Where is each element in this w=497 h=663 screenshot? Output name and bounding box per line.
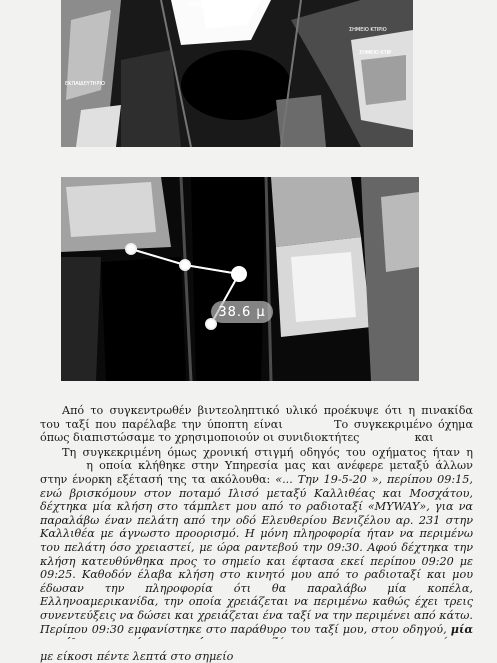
text-run: και <box>414 431 434 445</box>
paragraph-2 <box>40 446 473 663</box>
text-run: Το συγκεκριμένο όχημα όπως διαπιστώσαμε το χρησιμοποιούν οι συνιδιοκτήτες <box>40 417 474 445</box>
document-body <box>40 404 473 663</box>
distance-measurement: 38.6 μ <box>211 301 273 323</box>
quote-emphasis: μία <box>450 621 473 636</box>
photo-label: ΕΚΠΑΙΔΕΥΤΗΡΙΟ <box>65 81 105 87</box>
map-marker <box>231 266 247 282</box>
photo-label: ΣΗΜΕΙΟ ΚΤΙΡΙΟ <box>349 27 387 33</box>
aerial-photo-top <box>61 0 413 147</box>
map-marker <box>125 243 137 255</box>
quote-text: «... Την 19-5-20 », περίπου 09:15, ενώ βρισκόμουν στον ποταμό Ιλισό μεταξύ Καλλιθέας και Μοσχάτου, δέχτηκα μία κλήση στο τάμπλετ μου από το ραδιοταξί «MYWAY», για να παραλάβω έναν πελάτη από την οδό Ελευθερίου Βενιζέλου αρ. 231 στην Καλλιθέα με άγνωστο προορισμό. Η μόνη πληροφορία ήταν να περιμένω του πελάτη όσο χρειαστεί, με ώρα ραντεβού την 09:30. Αφού δέχτηκα την κλήση κατευθύνθηκα προς το σημείο και έφτασα εκεί περίπου 09:20 με 09:25. Καθοδόν έλαβα κλήση στο κινητό μου από το ραδιοταξί και μου έδωσαν την πληροφορία ότι θα παραλάβω μία κοπέλα, Ελληνοαμερικανίδα, την οποία χρειάζεται να περιμένω καθώς έχει τρεις συνεντεύξεις να δώσει και χρειάζεται ένα ταξί να την περιμένει από κάτω. Περίπου 09:30 εμφανίστηκε στο παράθυρο του ταξί μου, στου οδηγού, <box>40 472 473 636</box>
page-cut <box>0 639 497 650</box>
map-marker <box>179 259 191 271</box>
text-run: η οποία κλήθηκε στην Υπηρεσία μας και ανέφερε μεταξύ άλλων στην ένορκη εξέτασή της τα ακόλουθα: <box>40 459 473 486</box>
photo-label: EMMEIO ΚΙΤΡΙ <box>187 2 222 8</box>
aerial-photo-top-image <box>61 0 413 147</box>
text-run: Από το συγκεντρωθέν βιντεοληπτικό υλικό προέκυψε ότι η πινακίδα του ταξί που παρέλαβε την ύποπτη είναι <box>40 404 473 431</box>
aerial-photo-bottom <box>61 177 419 381</box>
paragraph-1 <box>40 404 473 445</box>
photo-label: ΣΗΜΕΙΟ ΚΤΙΡ <box>359 50 392 56</box>
quote-text: με είκοσι πέντε λεπτά στο σημείο <box>40 649 234 663</box>
text-run: Τη συγκεκριμένη όμως χρονική στιγμή οδηγός του οχήματος ήταν η <box>62 445 473 459</box>
